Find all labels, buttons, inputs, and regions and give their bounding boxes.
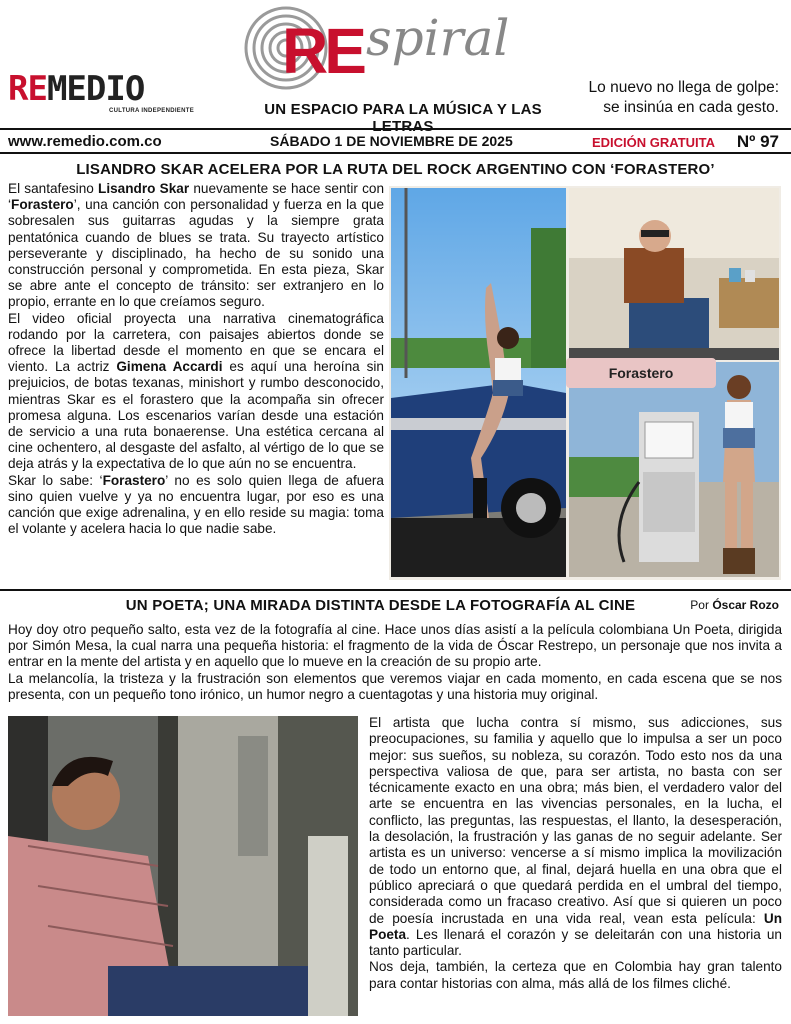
article2-paragraph-2: Nos deja, también, la certeza que en Colombia hay gran talento para contar historias con alma, más allá de los filmes cliché. [369, 959, 782, 991]
remedio-subtitle: CULTURA INDEPENDIENTE [109, 108, 194, 114]
section-divider [0, 589, 791, 591]
remedio-wordmark: REMEDIO [8, 69, 145, 109]
article1-title: LISANDRO SKAR ACELERA POR LA RUTA DEL ROCK ARGENTINO CON ‘FORASTERO’ [76, 161, 715, 178]
author-name: Óscar Rozo [712, 598, 779, 612]
article2-intro-paragraph-2: La melancolía, la tristeza y la frustración son elementos que veremos viajar en cada momento, en cada escena que se nos presenta, con un pequeño tono irónico, un humor negro a cuentagotas y una historia muy original. [8, 670, 782, 702]
respiral-logo-spiral: spiral [366, 9, 510, 67]
photo-woman-on-car [391, 188, 566, 577]
issue-date: SÁBADO 1 DE NOVIEMBRE DE 2025 [270, 133, 513, 149]
article1-body [8, 181, 384, 537]
article2-title: UN POETA; UNA MIRADA DISTINTA DESDE LA FOTOGRAFÍA AL CINE [125, 597, 636, 614]
forastero-caption: Forastero [566, 358, 716, 388]
article1-paragraph-3: Skar lo sabe: ‘Forastero’ no es solo quien llega de afuera sino quien vuelve y ya no encuentra lugar, por eso es una canción que exige adrenalina, y en ello reside su magia: toma el volante y acelera hacia lo que nadie sabe. [8, 472, 384, 537]
motto [569, 78, 779, 118]
respiral-logo [240, 4, 560, 96]
article2-intro-paragraph-1: Hoy doy otro pequeño salto, esta vez de la fotografía al cine. Hace unos días asistí a la película colombiana Un Poeta, dirigida por Simón Mesa, la cual narra una pequeña historia: el fragmento de la vida de Óscar Restrepo, un personaje que nos invita a entrar en la mente del artista y en aquello que lo mueve en la creación de su propio arte. [8, 622, 782, 670]
masthead [0, 0, 791, 135]
article1-paragraph-2: El video oficial proyecta una narrativa cinematográfica rodando por la carretera, con paisajes abiertos donde se ofrece la libertad desde el momento en que se encara el viento. La actriz Gimena Accardi es aquí una heroína sin prejuicios, de botas texanas, minishort y rumbo desconocido, mientras Skar es el forastero que la acompaña sin ofrecer promesa alguna. Los escenarios varían desde una estación de servicio a una ruta bonaerense. Una estética cercana al cine ochentero, al desgaste del asfalto, al vértigo de lo que se deja atrás y la expectativa de lo que aún no se encuentra. [8, 310, 384, 472]
article2-byline: Por Óscar Rozo [690, 598, 779, 612]
photo-man-at-diner [569, 188, 779, 360]
article2-paragraph-1: El artista que lucha contra sí mismo, sus adicciones, sus preocupaciones, su familia y aquello que lo impulsa a ser un poco mejor: sus sueños, su nobleza, su corazón. Todo esto nos da una perspectiva valiosa de que, para ser artista, no basta con ser técnicamente exacto en una obra; más bien, el verdadero valor del arte se encuentra en las vivencias personales, en la lucha, el conflicto, las preguntas, las respuestas, el llanto, la desesperación, la desolación, la frustración y las ganas de no seguir adelante. Ser artista es un universo: vencerse a sí mismo implica la movilización de todo un entorno que, al final, dejará huella en una obra que el público apreciará o que quedará perdida en el umbral del tiempo, considerada como un fracaso creativo. Así que si quieren un poco de poesía incrustada en una vida real, vean esta película: Un Poeta. Les llenará el corazón y se deleitarán con una historia un tanto particular. [369, 715, 782, 959]
photo-gas-station [569, 362, 779, 577]
issue-number: Nº 97 [736, 132, 779, 151]
photo-un-poeta-still [8, 716, 358, 1016]
edition-label: EDICIÓN GRATUITA [592, 135, 716, 150]
article2-intro [8, 622, 782, 703]
motto-line-2: se insinúa en cada gesto. [603, 99, 779, 116]
motto-line-1: Lo nuevo no llega de golpe: [588, 79, 779, 96]
article2-body [369, 715, 782, 992]
remedio-logo[interactable] [8, 70, 198, 122]
article1-paragraph-1: El santafesino Lisandro Skar nuevamente se hace sentir con ‘Forastero’, una canción con personalidad y fuerza en la que sobresalen sus guitarras agudas y la siempre grata pentatónica cuando de blues se trata. Su trayecto artístico perseverante y disciplinado, ha hecho de su sonido una construcción personal y comprometida. En esta pieza, Skar se abre ante el concepto de tránsito: ser extranjero en lo propio, errante en lo que creíamos seguro. [8, 181, 385, 310]
website-link[interactable]: www.remedio.com.co [8, 133, 162, 150]
respiral-logo-re: RE [282, 15, 363, 87]
tagline: UN ESPACIO PARA LA MÚSICA Y LAS LETRAS [264, 101, 542, 135]
dateline-bar [0, 128, 791, 154]
